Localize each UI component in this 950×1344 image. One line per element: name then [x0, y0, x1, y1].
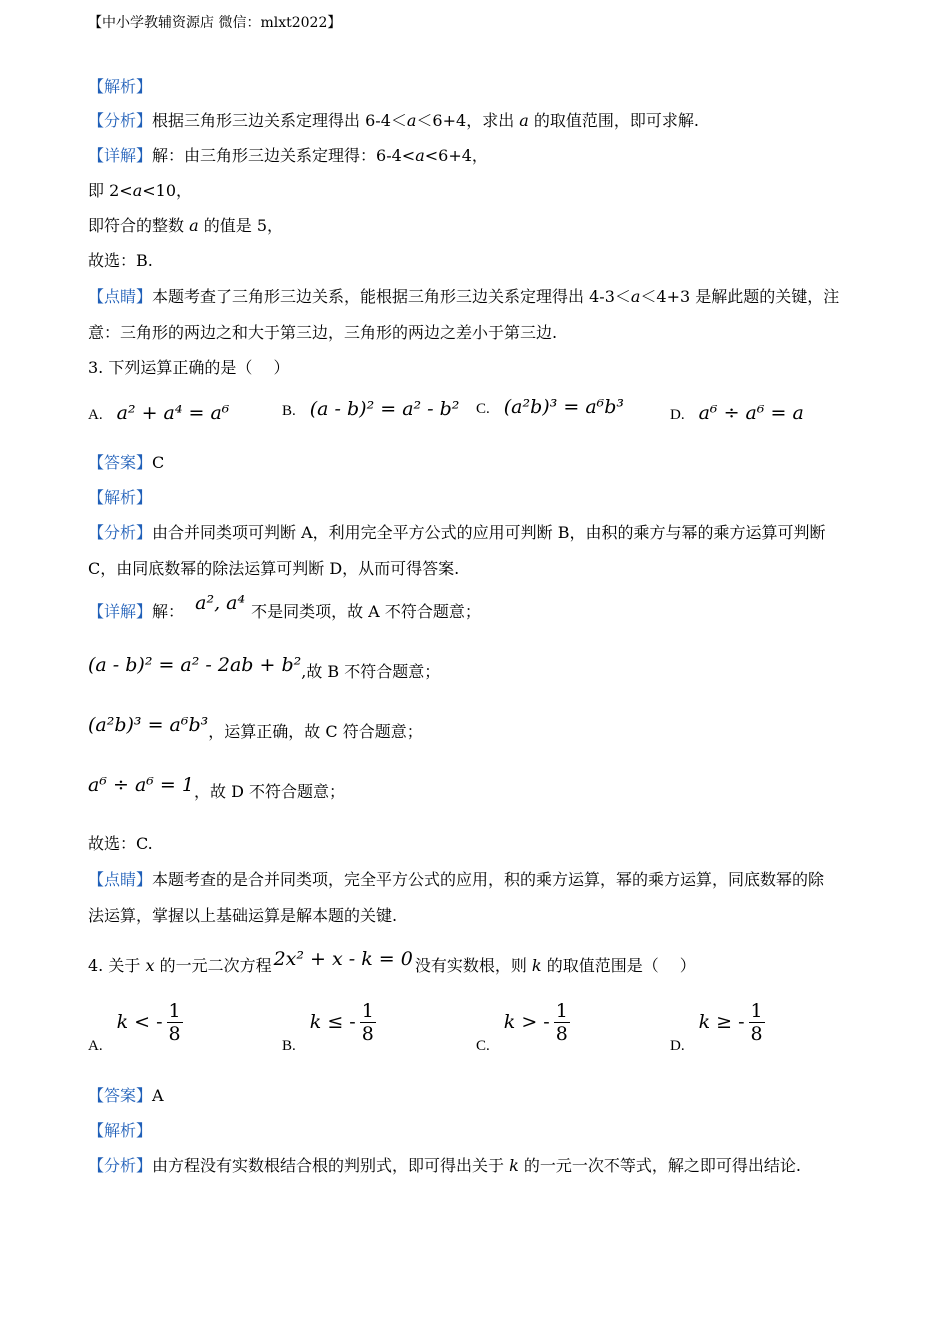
q2-dianjing-line2: 意：三角形的两边之和大于第三边，三角形的两边之差小于第三边. [88, 323, 558, 342]
q3-step-b: (a - b)² = a² - 2ab + b²,故 B 不符合题意； [88, 654, 441, 681]
q3-option-b-math: (a - b)² = a² - b² [309, 398, 460, 420]
q4-option-a-math: k < - $\frac{1}{8}$ [116, 1000, 181, 1045]
q3-option-a[interactable]: A. a² + a⁴ = a⁶ [88, 402, 230, 424]
q2-xiangjie-tag: 【详解】 [88, 146, 153, 165]
page-header: 【中小学教辅资源店 微信：mlxt2022】 [88, 15, 342, 31]
q4-answer-tag: 【答案】 [88, 1086, 153, 1105]
q4-fenxi: 【分析】由方程没有实数根结合根的判别式，即可得出关于 k 的一元一次不等式，解之即可得出结论. [88, 1156, 801, 1175]
q4-option-b[interactable]: B.k ≤ - $\frac{1}{8}$ [282, 1000, 374, 1054]
q3-option-c-math: (a²b)³ = a⁶b³ [503, 396, 625, 418]
q4-fenxi-tag: 【分析】 [88, 1156, 153, 1175]
q3-answer-tag: 【答案】 [88, 453, 153, 472]
q4-answer: 【答案】A [88, 1086, 164, 1105]
q2-fenxi: 【分析】根据三角形三边关系定理得出 6-4＜a＜6+4，求出 a 的取值范围，即可求解. [88, 111, 700, 130]
q4-option-d-math: k ≥ - $\frac{1}{8}$ [698, 1000, 763, 1045]
q3-fenxi: 【分析】由合并同类项可判断 A，利用完全平方公式的应用可判断 B，由积的乘方与幂的乘方运算可判断 [88, 523, 826, 542]
q3-step-c: (a²b)³ = a⁶b³，运算正确，故 C 符合题意； [88, 714, 423, 741]
q3-xiangjie: 【详解】解： a², a⁴ 不是同类项，故 A 不符合题意； [88, 592, 481, 621]
q4-option-d[interactable]: D.k ≥ - $\frac{1}{8}$ [670, 1000, 763, 1054]
q2-step2: 即符合的整数 a 的值是 5， [88, 216, 283, 235]
q4-jiexi-tag: 【解析】 [88, 1121, 153, 1140]
q3-dianjing-line2: 法运算，掌握以上基础运算是解本题的关键. [88, 906, 398, 925]
q2-fenxi-tag: 【分析】 [88, 111, 153, 130]
fraction: $\frac{1}{8}$ [168, 1000, 181, 1045]
q3-dianjing: 【点睛】本题考查的是合并同类项，完全平方公式的应用，积的乘方运算，幂的乘方运算，同底数幂的除 [88, 870, 825, 889]
q4-stem: 4. 关于 x 的一元二次方程 2x² + x - k = 0 没有实数根，则 k 的取值范围是（ ） [88, 948, 696, 975]
q4-option-b-math: k ≤ - $\frac{1}{8}$ [309, 1000, 374, 1045]
q4-stem-math: 2x² + x - k = 0 [273, 948, 413, 970]
q3-fenxi-tag: 【分析】 [88, 523, 153, 542]
q3-step-c-math: (a²b)³ = a⁶b³ [88, 714, 209, 736]
q3-answer: 【答案】C [88, 453, 165, 472]
q2-jiexi-tag: 【解析】 [88, 77, 153, 96]
q2-dianjing-tag: 【点睛】 [88, 287, 153, 306]
fraction: $\frac{1}{8}$ [361, 1000, 374, 1045]
q3-step-b-math: (a - b)² = a² - 2ab + b² [88, 654, 302, 676]
q3-option-c[interactable]: C. (a²b)³ = a⁶b³ [476, 396, 625, 418]
fraction: $\frac{1}{8}$ [750, 1000, 763, 1045]
q3-jiexi-tag: 【解析】 [88, 488, 153, 507]
q3-option-a-math: a² + a⁴ = a⁶ [116, 402, 230, 424]
q2-step1: 即 2<a<10， [88, 181, 193, 200]
q3-step-a-math: a², a⁴ [195, 592, 246, 614]
q3-dianjing-tag: 【点睛】 [88, 870, 153, 889]
q3-option-d[interactable]: D. a⁶ ÷ a⁶ = a [670, 402, 804, 424]
q4-option-c-math: k > - $\frac{1}{8}$ [503, 1000, 568, 1045]
q4-option-a[interactable]: A.k < - $\frac{1}{8}$ [88, 1000, 181, 1054]
q2-choose: 故选：B. [88, 251, 153, 270]
q3-stem: 3. 下列运算正确的是（ ） [88, 358, 290, 377]
fraction: $\frac{1}{8}$ [555, 1000, 568, 1045]
q3-step-d: a⁶ ÷ a⁶ = 1，故 D 不符合题意； [88, 774, 345, 801]
q3-xiangjie-tag: 【详解】 [88, 602, 153, 621]
q2-xiangjie: 【详解】解：由三角形三边关系定理得：6-4<a<6+4， [88, 146, 488, 165]
q3-choose: 故选：C. [88, 834, 153, 853]
q4-option-c[interactable]: C.k > - $\frac{1}{8}$ [476, 1000, 568, 1054]
q3-option-d-math: a⁶ ÷ a⁶ = a [698, 402, 804, 424]
q3-step-d-math: a⁶ ÷ a⁶ = 1 [88, 774, 194, 796]
q2-dianjing: 【点睛】本题考查了三角形三边关系，能根据三角形三边关系定理得出 4-3＜a＜4+3 是解此题的关键，注 [88, 287, 840, 306]
q3-fenxi-line2: C，由同底数幂的除法运算可判断 D，从而可得答案. [88, 559, 460, 578]
q3-option-b[interactable]: B. (a - b)² = a² - b² [282, 398, 460, 420]
